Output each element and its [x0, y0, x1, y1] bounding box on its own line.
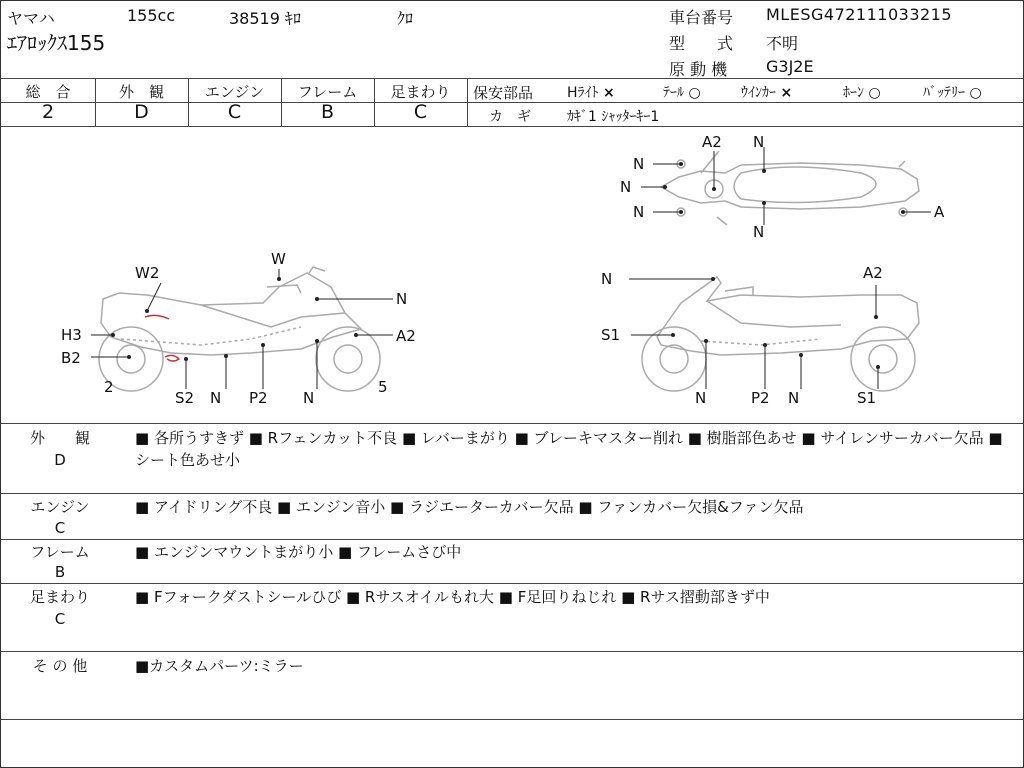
section-label: 足まわり: [29, 588, 90, 606]
label-top: N: [633, 155, 645, 173]
divider: [467, 78, 468, 126]
label-top: N: [753, 133, 765, 151]
right-side-bike: [642, 277, 919, 391]
diagram-labels: [61, 133, 945, 407]
label-left: N: [210, 389, 222, 407]
label-right: S1: [601, 326, 621, 344]
label-left: 2: [104, 378, 114, 396]
section-notes: ■ Fフォークダストシールひび ■ Rサスオイルもれ大 ■ F足回りねじれ ■ Rサス摺動部きず中: [135, 588, 770, 606]
divider: [1, 719, 1023, 720]
grade-value-frame: B: [320, 101, 335, 123]
divider: [1, 583, 1023, 584]
label-right: N: [601, 270, 613, 288]
grade-value-engine: C: [227, 101, 242, 123]
frame-no-label: 車台番号: [669, 8, 734, 27]
label-left: B2: [61, 349, 81, 367]
label-top: N: [753, 223, 765, 241]
label-right: N: [695, 389, 707, 407]
displacement: 155cc: [127, 6, 176, 25]
grade-label-overall: 総 合: [25, 83, 71, 101]
section-grade: C: [54, 519, 66, 537]
type-label: 型 式: [669, 34, 734, 53]
grade-label-suspension: 足まわり: [390, 83, 451, 101]
safety-item-mark: ×: [780, 85, 793, 101]
damage-diagram: [1, 127, 1023, 423]
grade-label-frame: フレーム: [297, 83, 358, 101]
safety-item-name: ﾎｰﾝ: [843, 85, 864, 101]
grade-value-overall: 2: [41, 101, 55, 123]
section-grade: C: [54, 610, 66, 628]
section-notes: ■ エンジンマウントまがり小 ■ フレームさび中: [135, 543, 462, 561]
section-label: そ の 他: [32, 657, 88, 675]
section-label: エンジン: [30, 498, 90, 516]
divider: [1, 539, 1023, 540]
grade-label-engine: エンジン: [204, 83, 265, 101]
safety-item-name: Hﾗｲﾄ: [567, 85, 599, 101]
safety-item-mark: ○: [969, 85, 982, 101]
label-left: N: [303, 389, 315, 407]
section-label: フレーム: [30, 543, 90, 561]
divider: [1, 493, 1023, 494]
key-label: カ ギ: [489, 109, 531, 125]
model-name: ｴｱﾛｯｸｽ155: [7, 31, 106, 55]
label-left: S2: [175, 389, 195, 407]
section-label: 外 観: [29, 429, 90, 447]
safety-item: [663, 82, 701, 102]
top-view-bike: [661, 151, 919, 225]
grade-label-exterior: 外 観: [118, 83, 164, 101]
label-left: 5: [378, 378, 388, 396]
divider: [1, 651, 1023, 652]
safety-item-mark: ○: [688, 85, 701, 101]
key-value: ｶｷﾞ1 ｼｬｯﾀｰｷｰ1: [567, 109, 660, 125]
safety-item-mark: ○: [868, 85, 881, 101]
frame-no: MLESG472111033215: [766, 5, 953, 24]
label-top: A2: [702, 133, 722, 151]
mileage: 38519 ｷﾛ: [229, 9, 301, 28]
engine-label: 原 動 機: [669, 60, 728, 79]
safety-item: [567, 82, 615, 102]
label-left: A2: [396, 327, 416, 345]
section-grade: D: [54, 451, 66, 469]
section-notes: ■ 各所うすきず ■ Rフェンカット不良 ■ レバーまがり ■ ブレーキマスター削れ ■ 樹脂部色あせ ■ サイレンサーカバー欠品 ■ シート色あせ小: [135, 429, 1003, 469]
label-top: N: [633, 203, 645, 221]
label-right: N: [788, 389, 800, 407]
safety-item: [843, 82, 881, 102]
left-side-bike: [99, 267, 380, 391]
section-notes: ■カスタムパーツ:ミラー: [135, 657, 304, 675]
divider: [468, 102, 1023, 103]
label-left: W: [271, 250, 286, 268]
safety-item-name: ﾃｰﾙ: [663, 85, 684, 101]
color: ｸﾛ: [397, 9, 414, 28]
label-right: S1: [857, 389, 877, 407]
leader-dots: [111, 162, 905, 369]
leader-lines: [91, 147, 931, 389]
label-left: W2: [135, 264, 160, 282]
engine-value: G3J2E: [766, 57, 814, 76]
section-grade: B: [54, 563, 66, 581]
safety-item-name: ﾊﾞｯﾃﾘｰ: [923, 85, 965, 101]
label-left: P2: [249, 389, 268, 407]
type-value: 不明: [766, 34, 799, 53]
safety-item-mark: ×: [602, 85, 615, 101]
safety-item: [923, 82, 982, 102]
divider: [1, 78, 1023, 79]
safety-item-name: ｳｲﾝｶｰ: [741, 85, 776, 101]
grade-value-exterior: D: [134, 101, 149, 123]
divider: [1, 423, 1023, 424]
maker: ヤマハ: [7, 9, 55, 28]
grade-value-suspension: C: [413, 101, 428, 123]
label-left: H3: [61, 326, 82, 344]
label-left: N: [396, 290, 408, 308]
safety-item: [741, 82, 792, 102]
section-notes: ■ アイドリング不良 ■ エンジン音小 ■ ラジエーターカバー欠品 ■ ファンカバー欠損&ファン欠品: [135, 498, 804, 516]
label-top: N: [620, 178, 632, 196]
label-right: P2: [751, 389, 770, 407]
label-right: A2: [863, 264, 883, 282]
label-top: A: [934, 203, 945, 221]
safety-label: 保安部品: [473, 84, 534, 102]
